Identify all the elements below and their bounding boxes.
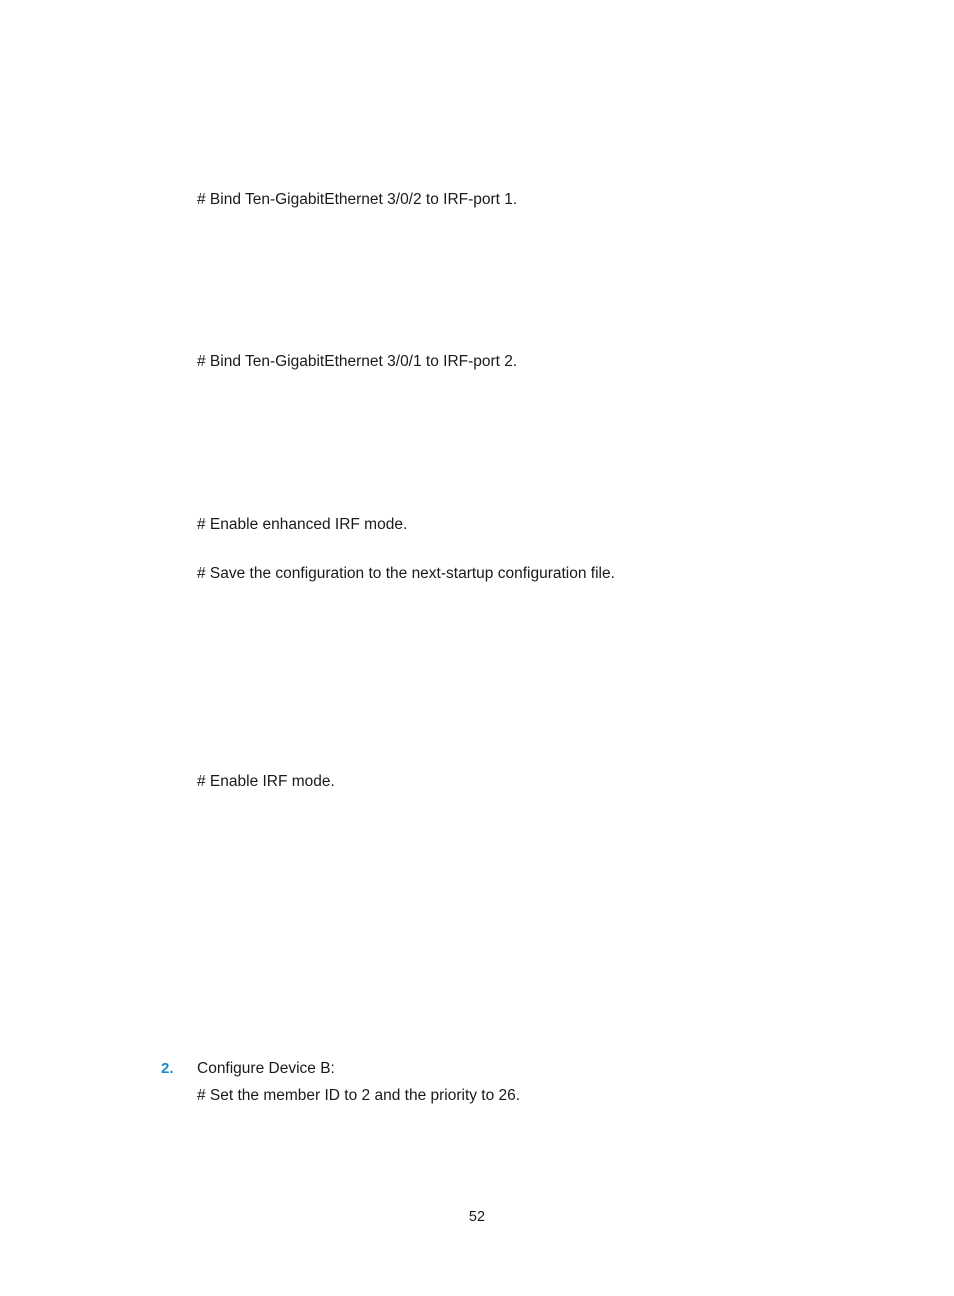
page-number: 52 (468, 1209, 486, 1225)
comment-set-member-id: # Set the member ID to 2 and the priority to 26. (197, 1087, 521, 1104)
comment-bind-irf-port-1: # Bind Ten-GigabitEthernet 3/0/2 to IRF-port 1. (197, 191, 518, 208)
step-title: Configure Device B: (197, 1060, 335, 1077)
comment-save-configuration: # Save the configuration to the next-startup configuration file. (197, 565, 615, 582)
step-number: 2. (161, 1060, 174, 1077)
comment-enable-enhanced-irf: # Enable enhanced IRF mode. (197, 516, 408, 533)
comment-enable-irf-mode: # Enable IRF mode. (197, 773, 335, 790)
comment-bind-irf-port-2: # Bind Ten-GigabitEthernet 3/0/1 to IRF-port 2. (197, 353, 518, 370)
